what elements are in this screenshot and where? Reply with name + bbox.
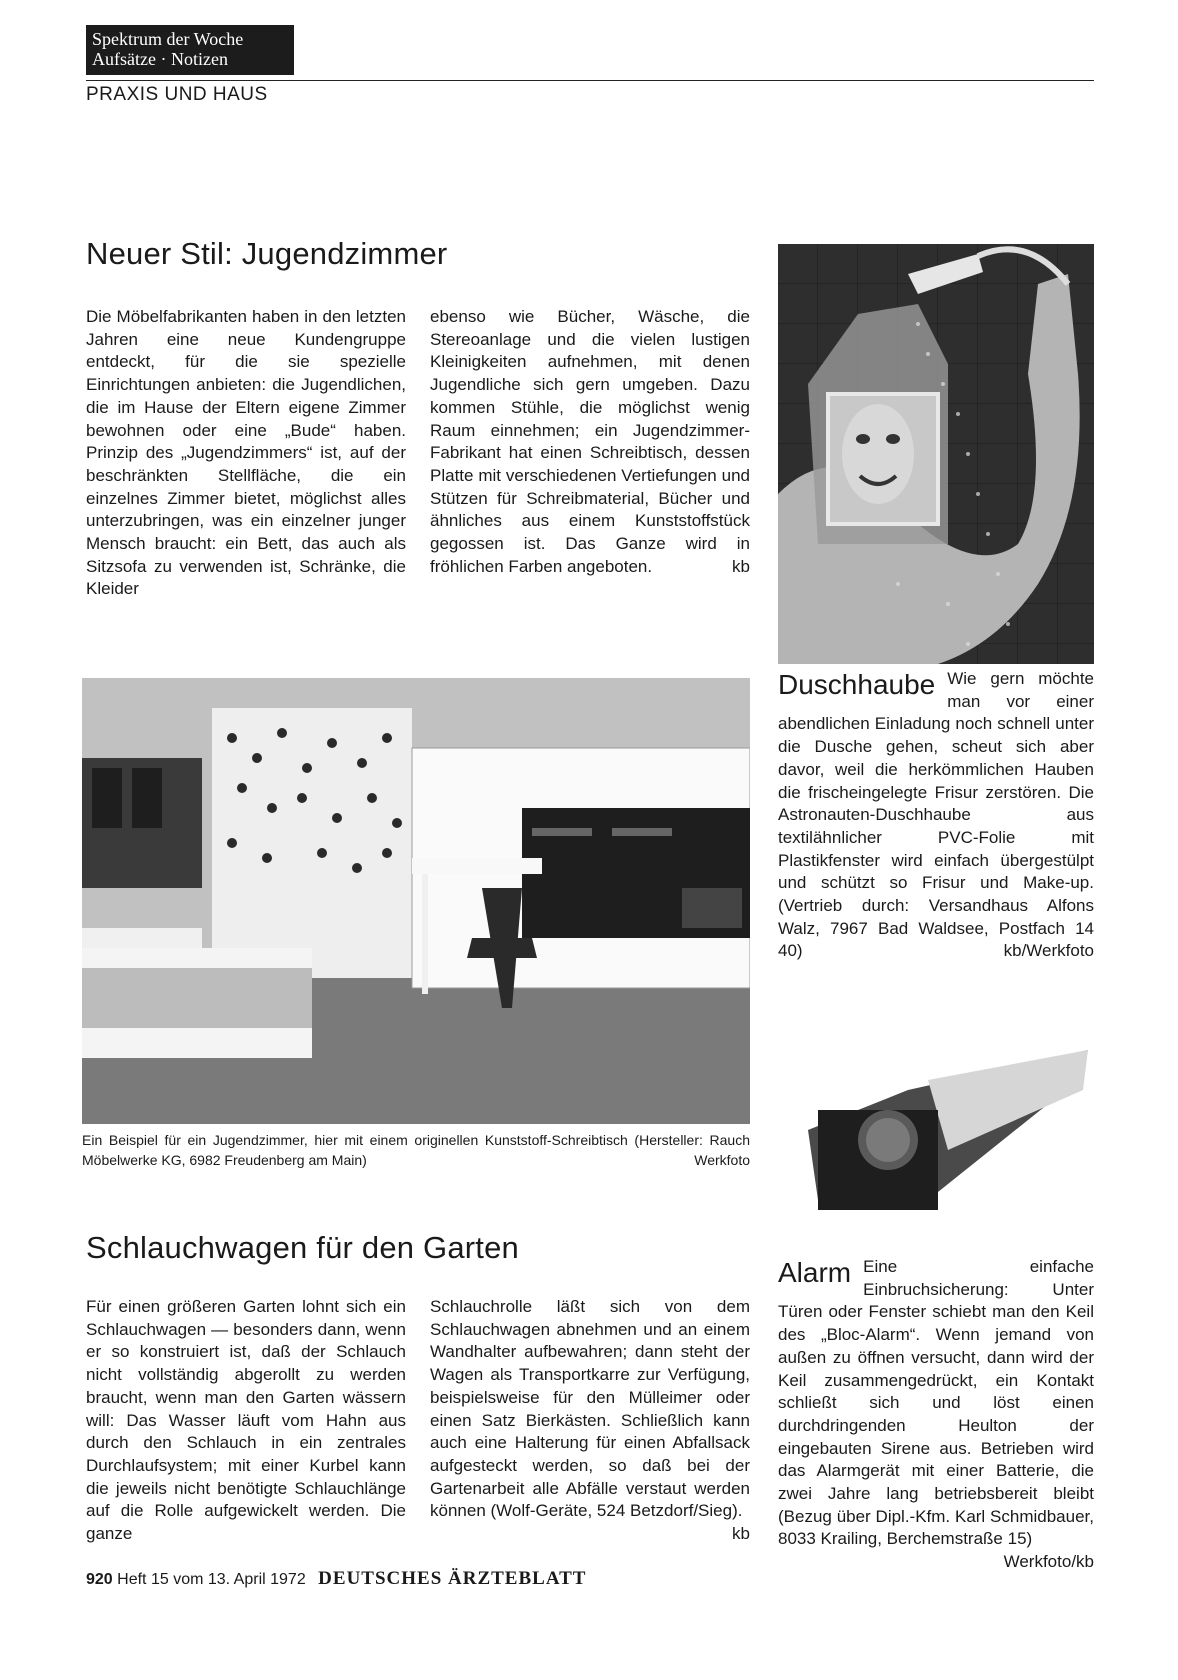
shower-cap-photo — [778, 244, 1094, 664]
article-title-alarm: Alarm — [778, 1257, 852, 1288]
article-duschhaube — [778, 668, 1094, 963]
article-alarm-text: Eine einfache Einbruchsicherung: Unter Türen oder Fenster schiebt man den Keil des „Bloc-Alarm“. Wenn jemand von außen zu öffnen versucht, dann wird der Keil zusammengedrückt, ein Kontakt schließt sich und löst einen durchdringenden Heulton der eingebauten Sirene aus. Betrieben wird das Alarmgerät mit einer Batterie, die zwei Jahre lang betriebsbereit bleibt (Bezug über Dipl.-Kfm. Karl Schmidbauer, 8033 Krailing, Berchemstraße 15) — [778, 1257, 1094, 1549]
article-schlauchwagen-column-2 — [430, 1296, 750, 1546]
department-label-line1: Spektrum der Woche — [92, 29, 244, 49]
youth-room-illustration — [82, 678, 750, 1124]
article-schlauchwagen-column-1 — [86, 1296, 406, 1546]
article-alarm — [778, 1256, 1094, 1574]
alarm-device-illustration — [778, 1040, 1094, 1226]
article-jugendzimmer-column-2 — [430, 306, 750, 578]
article-schlauchwagen-text-1: Für einen größeren Garten lohnt sich ein Schlauchwagen — besonders dann, wenn er so konstruiert ist, daß der Schlauch nicht vollständig abgerollt zu werden braucht, wenn man den Garten wässern will: Das Wasser läuft vom Hahn aus durch den Schlauch in ein zentrales Durchlaufsystem; mit einer Kurbel kann die jeweils nicht benötigte Schlauchlänge auf die Rolle aufgewickelt werden. Die ganze — [86, 1297, 406, 1544]
youth-room-caption-text: Ein Beispiel für ein Jugendzimmer, hier mit einem originellen Kunststoff-Schreibtisch (Hersteller: Rauch Möbelwerke KG, 6982 Freudenberg am Main) — [82, 1132, 750, 1168]
shower-cap-illustration — [778, 244, 1094, 664]
department-label-line2: Aufsätze · Notizen — [92, 49, 228, 69]
article-duschhaube-text: Wie gern möchte man vor einer abendlichen Einladung noch schnell unter die Dusche gehen, scheut sich aber davor, weil die herkömmlichen Hauben die frischeingelegte Frisur zerstören. Die Astronauten-Duschhaube aus textilähnlicher PVC-Folie mit Plastikfenster wird einfach übergestülpt und schützt so Frisur und Make-up. (Vertrieb durch: Versandhaus Alfons Walz, 7967 Bad Waldsee, Postfach 14 40) — [778, 669, 1094, 961]
section-title: PRAXIS UND HAUS — [86, 84, 268, 105]
header-rule — [86, 80, 1094, 81]
article-title-duschhaube: Duschhaube — [778, 669, 936, 700]
article-alarm-credit: Werkfoto/kb — [1003, 1552, 1094, 1572]
article-schlauchwagen-signature: kb — [732, 1524, 750, 1544]
journal-name: DEUTSCHES ÄRZTEBLATT — [318, 1568, 587, 1589]
youth-room-caption-credit: Werkfoto — [694, 1152, 750, 1168]
article-jugendzimmer-column-1 — [86, 306, 406, 601]
article-duschhaube-credit: kb/Werkfoto — [1003, 941, 1094, 961]
department-label-box — [86, 25, 294, 75]
issue-info: Heft 15 vom 13. April 1972 — [117, 1571, 306, 1588]
youth-room-photo — [82, 678, 750, 1124]
article-jugendzimmer-text-1: Die Möbelfabrikanten haben in den letzten Jahren eine neue Kundengruppe entdeckt, für die sie spezielle Einrichtungen anbieten: die Jugendlichen, die im Hause der Eltern eigene Zimmer bewohnen oder eine „Bude“ haben. Prinzip des „Jugendzimmers“ ist, auf der beschränkten Stellfläche, die ein einzelnes Zimmer bietet, möglichst alles unterzubringen, was ein einzelner junger Mensch braucht: ein Bett, das auch als Sitzsofa zu verwenden ist, Schränke, die Kleider — [86, 307, 406, 599]
youth-room-caption — [82, 1130, 750, 1170]
alarm-device-photo — [778, 1040, 1094, 1226]
article-title-schlauchwagen: Schlauchwagen für den Garten — [86, 1230, 519, 1265]
article-schlauchwagen-text-2: Schlauchrolle läßt sich von dem Schlauchwagen abnehmen und an einem Wandhalter aufbewahren; dann steht der Wagen als Transportkarre zur Verfügung, beispielsweise für den Mülleimer oder einen Satz Bierkästen. Schließlich kann auch eine Halterung für einen Abfallsack aufgesteckt werden, so daß bei der Gartenarbeit alle Abfälle verstaut werden können (Wolf-Geräte, 524 Betzdorf/Sieg). — [430, 1297, 750, 1521]
page-number: 920 — [86, 1571, 113, 1588]
page-footer — [86, 1568, 586, 1590]
article-title-jugendzimmer: Neuer Stil: Jugendzimmer — [86, 236, 448, 271]
article-jugendzimmer-text-2: ebenso wie Bücher, Wäsche, die Stereoanlage und die vielen lustigen Kleinigkeiten aufnehmen, mit denen Jugendliche sich gern umgeben. Dazu kommen Stühle, die möglichst wenig Raum einnehmen; ein Jugendzimmer-Fabrikant hat einen Schreibtisch, dessen Platte mit verschiedenen Vertiefungen und Stützen für Schreibmaterial, Bücher und ähnliches aus einem Kunststoffstück gegossen ist. Das Ganze wird in fröhlichen Farben angeboten. — [430, 307, 750, 576]
article-jugendzimmer-signature: kb — [732, 556, 750, 576]
